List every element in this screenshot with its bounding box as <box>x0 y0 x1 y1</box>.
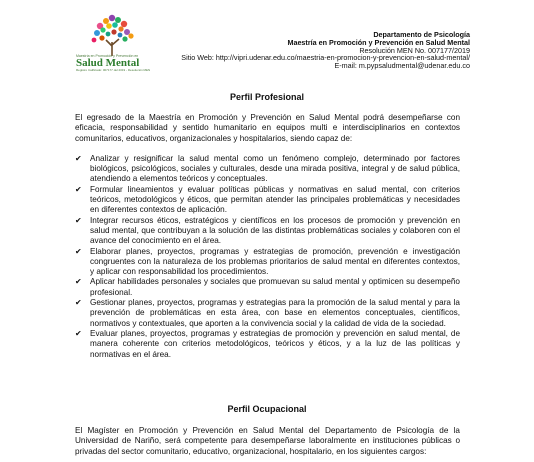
section-body-ocupacional <box>75 426 460 457</box>
check-icon: ✔ <box>75 215 82 225</box>
check-icon: ✔ <box>75 328 82 338</box>
competencies-list <box>75 154 460 360</box>
list-item-text: Integrar recursos éticos, estratégicos y científicos en los procesos de promoción y prevención en salud mental, que contribuyan a la solución de las distintas problemáticas sociales y colaboren con el avance del conocimiento en el área. <box>90 215 460 246</box>
logo-small-text: Maestría en Promoción y Prevención en <box>76 54 139 58</box>
list-item-text: Elaborar planes, proyectos, programas y estrategias de promoción, prevención e investigación congruentes con la naturaleza de los problemas prioritarios de salud mental en diferentes contextos, y aplicar con responsabilidad los procedimientos. <box>90 246 460 277</box>
email-text: E-mail: m.pypsaludmental@udenar.edu.co <box>334 61 470 71</box>
section-title-ocupacional: Perfil Ocupacional <box>227 404 307 414</box>
department-name: Departamento de Psicología <box>373 30 470 39</box>
list-item-text: Evaluar planes, proyectos, programas y estrategias de promoción y prevención en salud mental, de manera coherente con criterios metodológicos, teóricos y éticos, y a la luz de las políticas y normativas en el área. <box>90 328 460 359</box>
list-item <box>75 298 460 329</box>
list-item <box>75 216 460 247</box>
check-icon: ✔ <box>75 246 82 256</box>
ocupacional-intro: El Magíster en Promoción y Prevención en Salud Mental del Departamento de Psicología de la Universidad de Nariño, será competente para desempeñarse laboralmente en instituciones públicas o privadas del sector comunitario, educativo, organizacional, hospitalario, en los siguientes cargos: <box>75 426 460 456</box>
list-item-text: Analizar y resignificar la salud mental como un fenómeno complejo, determinado por factores biológicos, psicológicos, sociales y culturales, desde una mirada positiva, integral y de salud pública, atendiendo a elementos teóricos y conceptuales. <box>90 153 460 184</box>
list-item <box>75 154 460 185</box>
logo-main-text: Salud Mental <box>76 57 140 69</box>
list-item <box>75 247 460 278</box>
resolution-text: Resolución MEN No. 007177/2019 <box>359 45 470 55</box>
document-header <box>181 31 470 70</box>
program-name: Maestría en Promoción y Prevención en Salud Mental <box>287 37 470 47</box>
section-title-profesional: Perfil Profesional <box>229 92 305 102</box>
list-item-text: Gestionar planes, proyectos, programas y estrategias para la promoción de la salud mental y para la prevención de problemáticas en esta área, con base en elementos conceptuales, científicos, normativos y contextuales, que aporten a la convivencia social y la calidad de vida de la sociedad. <box>90 298 460 328</box>
list-item <box>75 185 460 216</box>
list-item-text: Formular lineamientos y evaluar políticas públicas y normativas en salud mental, con criterios teóricos, metodológicos y éticos, que permitan atender las principales problemáticas y necesidades en diferentes contextos de aplicación. <box>90 184 460 215</box>
check-icon: ✔ <box>75 298 82 308</box>
website-text: Sitio Web: http://vipri.udenar.edu.co/maestria-en-promocion-y-prevencion-en-salud-mental/ <box>181 53 470 63</box>
profesional-intro: El egresado de la Maestría en Promoción y Prevención en Salud Mental podrá desempeñarse con eficacia, responsabilidad y sentido humanitario en equipos multi e interdisciplinarios en contextos comunitarios, educativos, organizacionales y hospitalarios, siendo capaz de: <box>75 113 460 143</box>
check-icon: ✔ <box>75 184 82 194</box>
list-item <box>75 277 460 298</box>
list-item-text: Aplicar habilidades personales y sociales que promuevan su salud mental y optimicen su desempeño profesional. <box>90 277 460 297</box>
check-icon: ✔ <box>75 153 82 163</box>
section-body-profesional <box>75 113 460 360</box>
list-item <box>75 329 460 360</box>
check-icon: ✔ <box>75 277 82 287</box>
logo-sub-text: Registro Calificado: 007177 del 2019 - Resolución MEN <box>76 68 151 72</box>
